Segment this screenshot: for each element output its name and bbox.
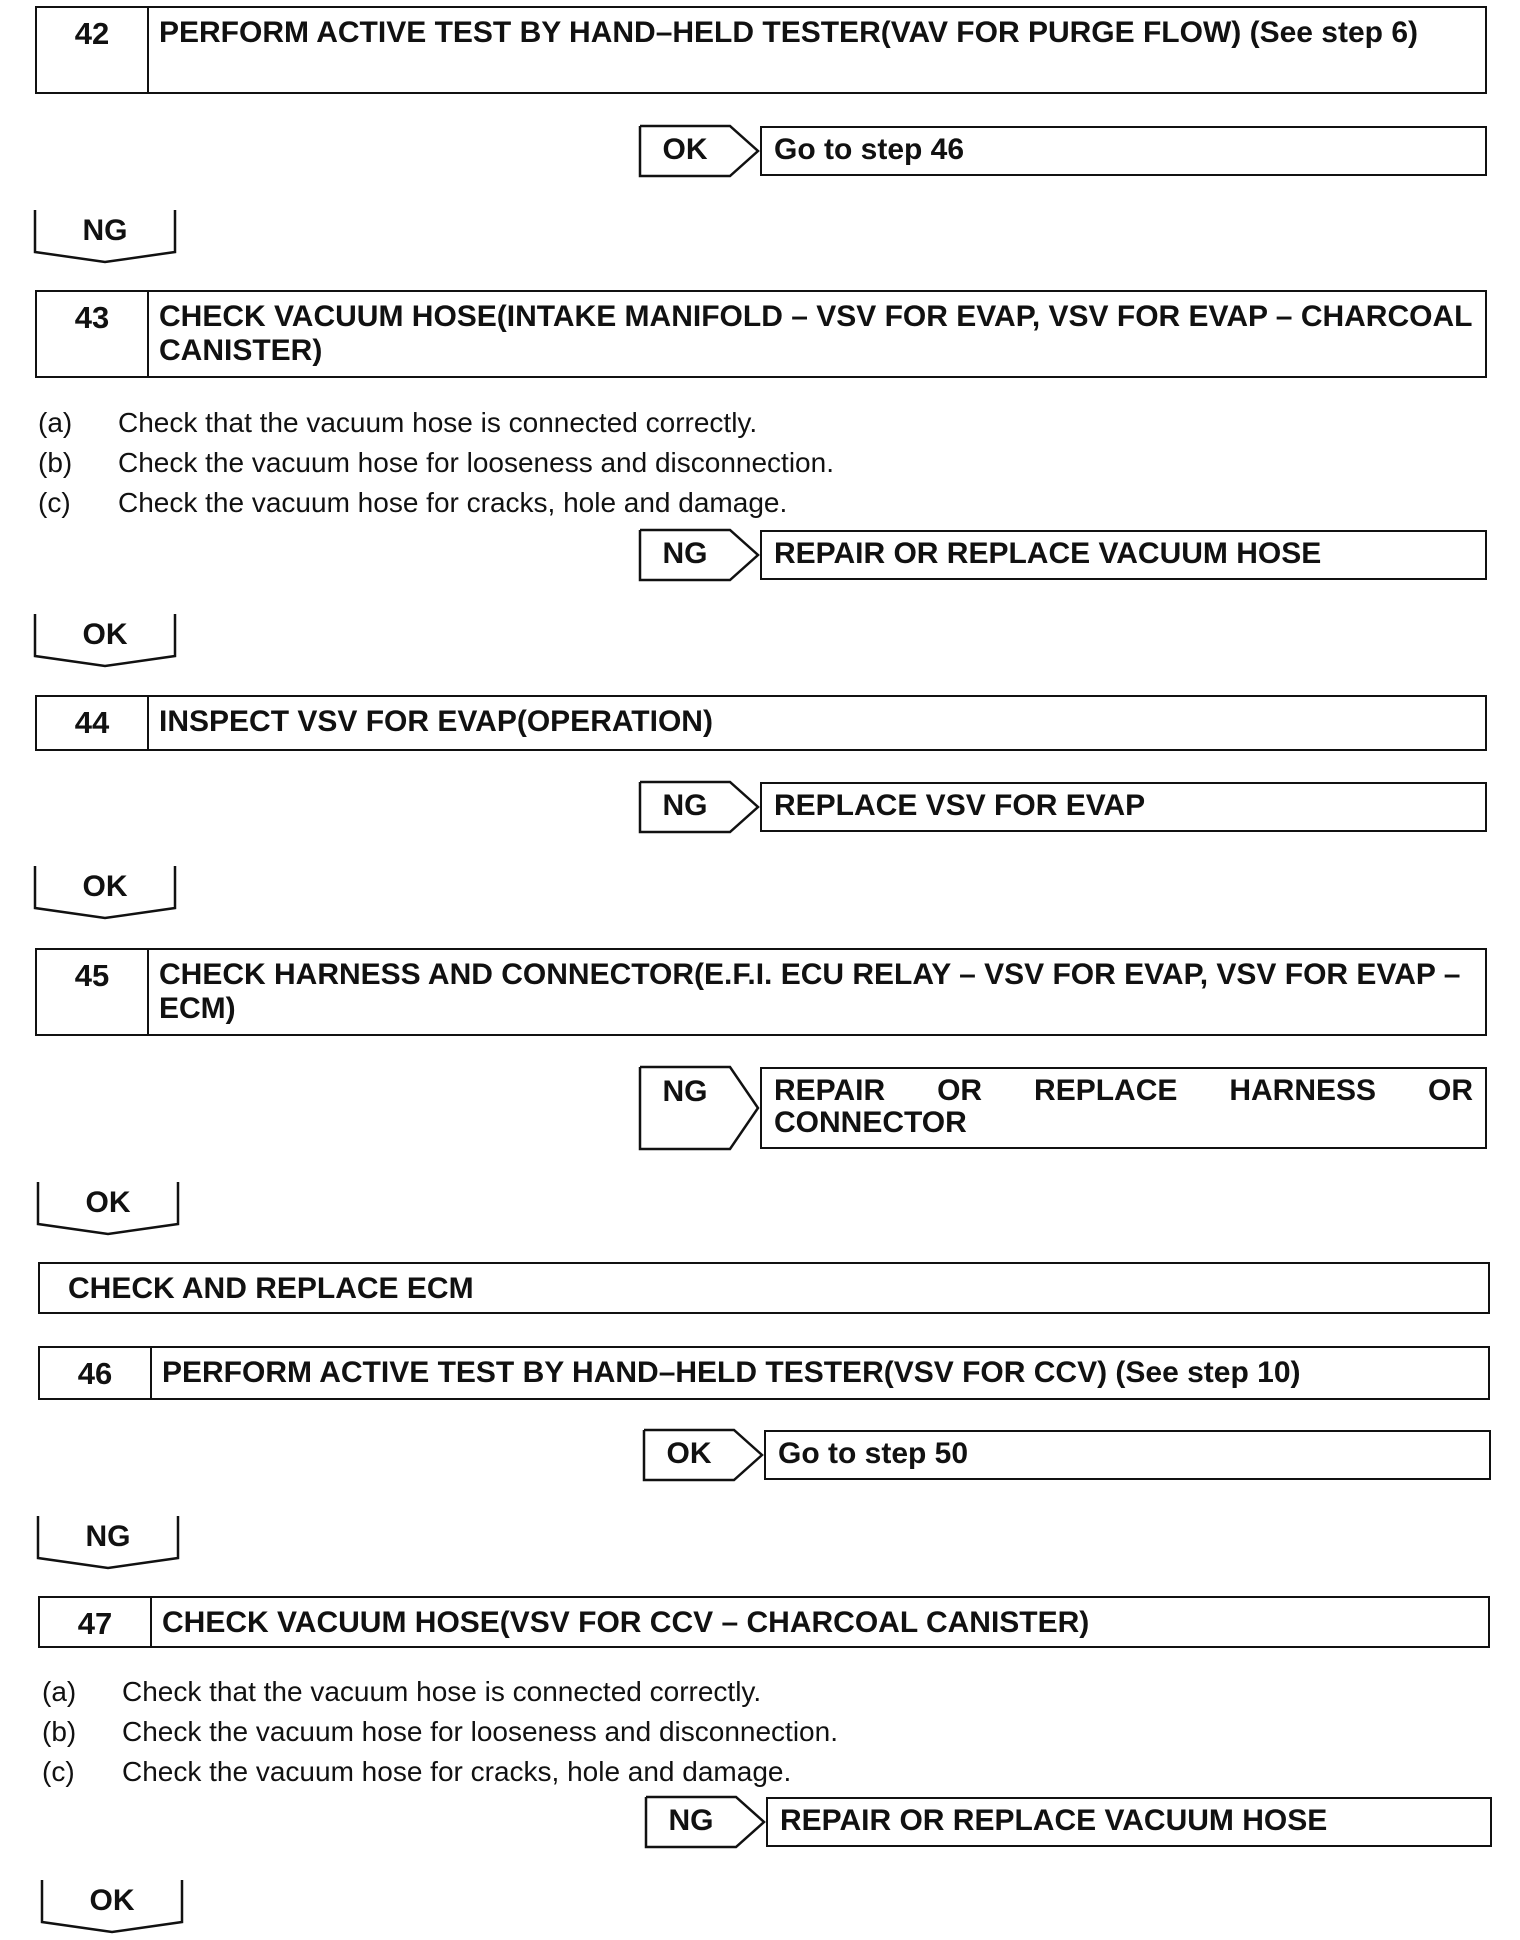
branch-result: REPAIR OR REPLACE HARNESS OR CONNECTOR (760, 1067, 1487, 1149)
flow-down-ok: OK (35, 614, 175, 666)
step-number: 42 (37, 8, 149, 92)
ng-arrow-tag: NG (640, 782, 760, 832)
step-number: 43 (37, 292, 149, 376)
ng-arrow-tag: NG (640, 530, 760, 580)
check-item: (b) Check the vacuum hose for looseness and disconnection. (38, 447, 834, 478)
branch-result: Go to step 46 (760, 126, 1487, 176)
step-number: 45 (37, 950, 149, 1034)
branch-ng-step-45 (640, 1067, 1487, 1149)
step-number: 44 (37, 697, 149, 749)
branch-ng-step-47 (646, 1797, 1492, 1847)
ng-arrow-tag: NG (640, 1067, 760, 1149)
branch-result: Go to step 50 (764, 1430, 1491, 1480)
step-46 (38, 1346, 1490, 1400)
flow-down-ok: OK (42, 1880, 182, 1932)
step-47 (38, 1596, 1490, 1648)
flow-down-ok: OK (35, 866, 175, 918)
ok-arrow-tag: OK (644, 1430, 764, 1480)
step-title: CHECK VACUUM HOSE(VSV FOR CCV – CHARCOAL CANISTER) (162, 1606, 1090, 1639)
check-item: (a) Check that the vacuum hose is connected correctly. (42, 1676, 762, 1707)
branch-result: REPLACE VSV FOR EVAP (760, 782, 1487, 832)
branch-ng-step-43 (640, 530, 1487, 580)
final-action-text: CHECK AND REPLACE ECM (68, 1272, 474, 1305)
step-title: PERFORM ACTIVE TEST BY HAND–HELD TESTER(VAV FOR PURGE FLOW) (See step 6) (159, 16, 1418, 49)
check-item: (b) Check the vacuum hose for looseness and disconnection. (42, 1716, 838, 1747)
step-42 (35, 6, 1487, 94)
check-list-47 (42, 1672, 838, 1792)
step-45 (35, 948, 1487, 1036)
step-number: 46 (40, 1348, 152, 1398)
branch-ok-step-46 (644, 1430, 1491, 1480)
step-43 (35, 290, 1487, 378)
check-item: (c) Check the vacuum hose for cracks, hole and damage. (42, 1756, 792, 1787)
check-list-43 (38, 403, 834, 523)
branch-result: REPAIR OR REPLACE VACUUM HOSE (766, 1797, 1492, 1847)
ng-arrow-tag: NG (646, 1797, 766, 1847)
flow-down-ng: NG (38, 1516, 178, 1568)
branch-result: REPAIR OR REPLACE VACUUM HOSE (760, 530, 1487, 580)
branch-ok-step-42 (640, 126, 1487, 176)
step-title: CHECK HARNESS AND CONNECTOR(E.F.I. ECU RELAY – VSV FOR EVAP, VSV FOR EVAP – ECM) (159, 958, 1461, 1025)
ok-arrow-tag: OK (640, 126, 760, 176)
step-title: INSPECT VSV FOR EVAP(OPERATION) (159, 705, 713, 738)
flow-down-ok: OK (38, 1182, 178, 1234)
step-title: CHECK VACUUM HOSE(INTAKE MANIFOLD – VSV FOR EVAP, VSV FOR EVAP – CHARCOAL CANISTER) (159, 300, 1472, 367)
check-item: (c) Check the vacuum hose for cracks, hole and damage. (38, 487, 788, 518)
check-item: (a) Check that the vacuum hose is connected correctly. (38, 407, 758, 438)
step-title: PERFORM ACTIVE TEST BY HAND–HELD TESTER(VSV FOR CCV) (See step 10) (162, 1356, 1301, 1389)
step-44 (35, 695, 1487, 751)
flow-down-ng: NG (35, 210, 175, 262)
final-action-box (38, 1262, 1490, 1314)
step-number: 47 (40, 1598, 152, 1646)
branch-ng-step-44 (640, 782, 1487, 832)
